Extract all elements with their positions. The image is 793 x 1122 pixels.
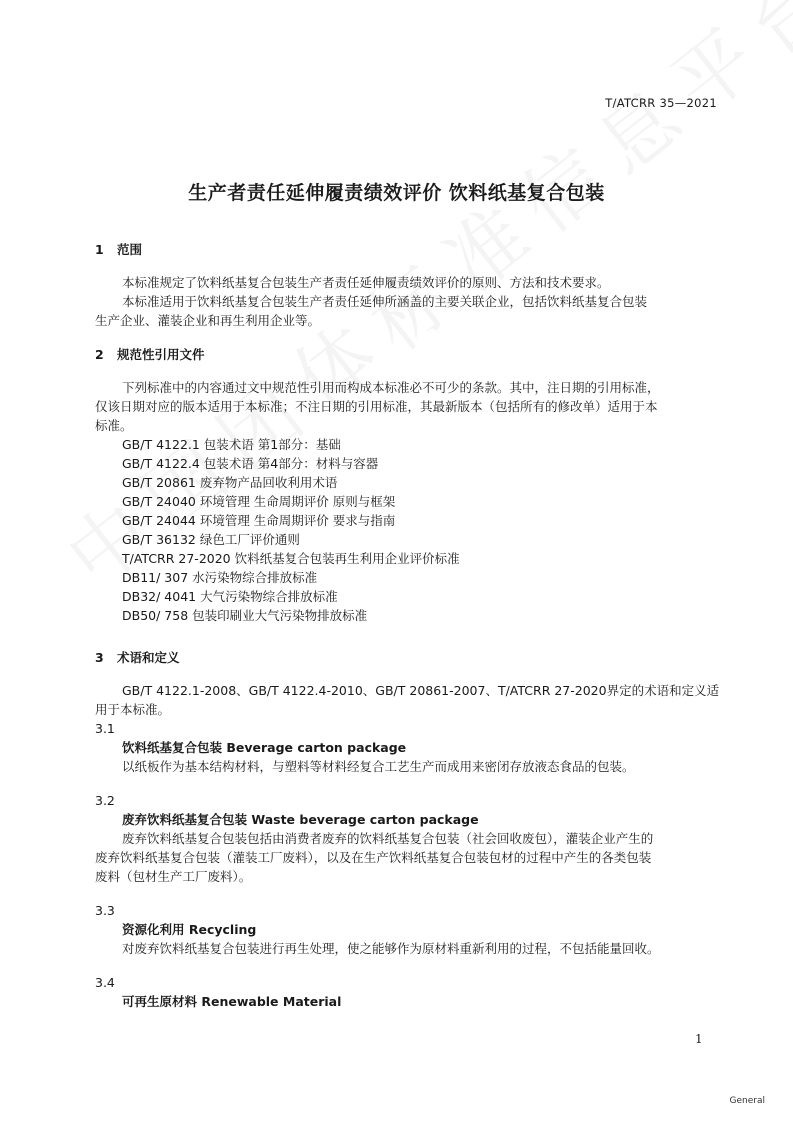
paragraph: 下列标准中的内容通过文中规范性引用而构成本标准必不可少的条款。其中，注日期的引用标准，	[122, 380, 660, 395]
clause-number: 3.3	[95, 903, 115, 918]
section-title: 规范性引用文件	[117, 347, 205, 362]
section-heading-scope	[95, 242, 142, 258]
term-definition: 废弃饮料纸基复合包装（灌装工厂废料），以及在生产饮料纸基复合包装包材的过程中产生的各类包装	[95, 850, 652, 865]
paragraph: 用于本标准。	[95, 702, 171, 717]
classification-label: General	[729, 1096, 765, 1106]
paragraph: 仅该日期对应的版本适用于本标准；不注日期的引用标准，其最新版本（包括所有的修改单）适用于本	[95, 399, 658, 414]
page-title: 生产者责任延伸履责绩效评价 饮料纸基复合包装	[188, 182, 605, 204]
reference-item: GB/T 24040 环境管理 生命周期评价 原则与框架	[122, 494, 396, 509]
clause-number: 3.4	[95, 975, 115, 990]
reference-item: GB/T 4122.4 包装术语 第4部分：材料与容器	[122, 456, 379, 471]
document-code: T/ATCRR 35—2021	[605, 96, 717, 110]
page-number: 1	[695, 1032, 703, 1046]
term-title: 资源化利用 Recycling	[122, 922, 257, 937]
term-title: 废弃饮料纸基复合包装 Waste beverage carton package	[122, 812, 479, 827]
reference-item: GB/T 36132 绿色工厂评价通则	[122, 532, 300, 547]
reference-item: GB/T 24044 环境管理 生命周期评价 要求与指南	[122, 513, 396, 528]
paragraph: 本标准适用于饮料纸基复合包装生产者责任延伸所涵盖的主要关联企业，包括饮料纸基复合包装	[122, 294, 648, 309]
reference-item: GB/T 20861 废弃物产品回收利用术语	[122, 475, 338, 490]
reference-item: GB/T 4122.1 包装术语 第1部分：基础	[122, 437, 341, 452]
section-heading-terms	[95, 650, 180, 666]
clause-number: 3.1	[95, 721, 115, 736]
term-title: 可再生原材料 Renewable Material	[122, 994, 342, 1009]
section-title: 术语和定义	[117, 650, 180, 665]
section-number: 1	[95, 242, 104, 257]
paragraph: 生产企业、灌装企业和再生利用企业等。	[95, 313, 321, 328]
section-number: 2	[95, 347, 104, 362]
section-title: 范围	[117, 242, 143, 257]
term-definition: 以纸板作为基本结构材料，与塑料等材料经复合工艺生产而成用来密闭存放液态食品的包装。	[122, 759, 635, 774]
reference-item: DB32/ 4041 大气污染物综合排放标准	[122, 589, 338, 604]
term-definition: 废料（包材生产工厂废料）。	[95, 869, 252, 884]
reference-item: T/ATCRR 27-2020 饮料纸基复合包装再生利用企业评价标准	[122, 551, 460, 566]
term-title: 饮料纸基复合包装 Beverage carton package	[122, 740, 407, 755]
section-heading-references	[95, 347, 205, 363]
paragraph: 标准。	[95, 418, 133, 433]
reference-item: DB50/ 758 包装印刷业大气污染物排放标准	[122, 608, 368, 623]
section-number: 3	[95, 650, 104, 665]
term-definition: 废弃饮料纸基复合包装包括由消费者废弃的饮料纸基复合包装（社会回收废包），灌装企业产生的	[122, 831, 654, 846]
reference-item: DB11/ 307 水污染物综合排放标准	[122, 570, 318, 585]
paragraph: 本标准规定了饮料纸基复合包装生产者责任延伸履责绩效评价的原则、方法和技术要求。	[122, 275, 610, 290]
clause-number: 3.2	[95, 793, 115, 808]
term-definition: 对废弃饮料纸基复合包装进行再生处理，使之能够作为原材料重新利用的过程，不包括能量回收。	[122, 941, 660, 956]
paragraph: GB/T 4122.1-2008、GB/T 4122.4-2010、GB/T 20861-2007、T/ATCRR 27-2020界定的术语和定义适	[122, 683, 720, 698]
